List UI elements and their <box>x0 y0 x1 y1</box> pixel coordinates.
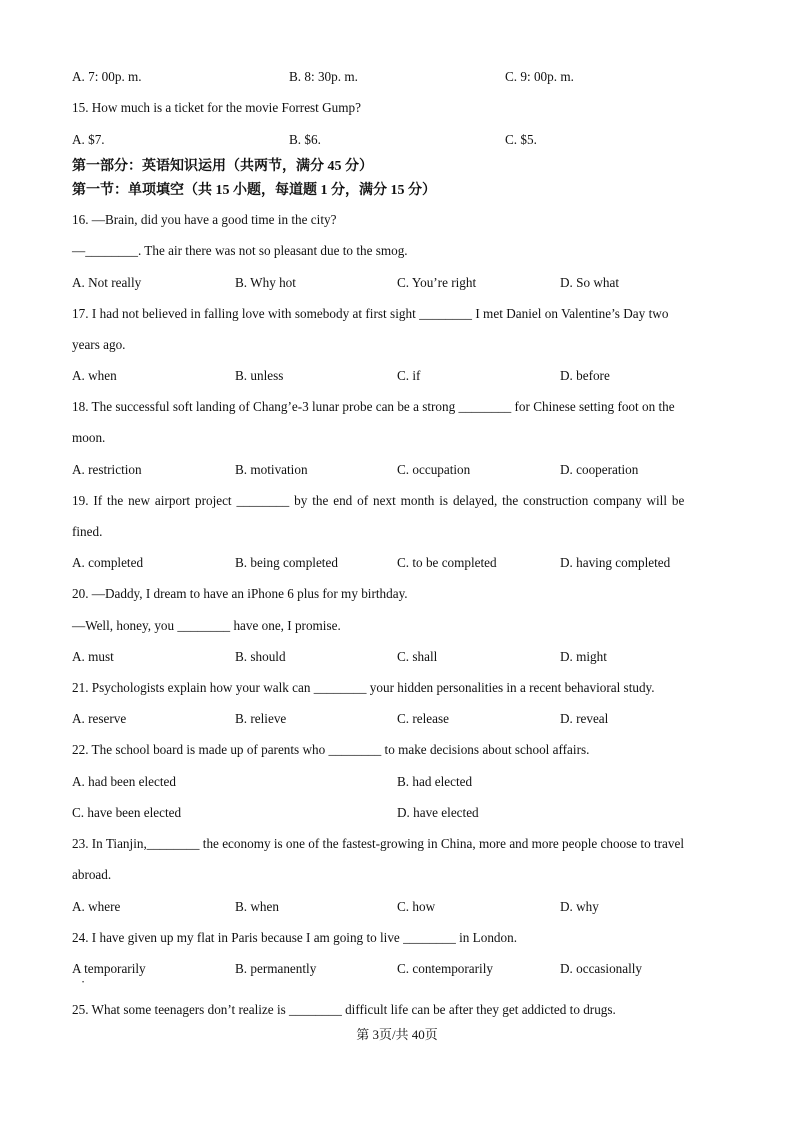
q23-option-b: B. when <box>235 899 279 914</box>
q16-option-b: B. Why hot <box>235 275 296 290</box>
q19-line-2: fined. <box>72 524 103 539</box>
q21-option-c: C. release <box>397 711 449 726</box>
q15-option-c: C. $5. <box>505 132 537 147</box>
q14-option-c: C. 9: 00p. m. <box>505 69 574 84</box>
q15-stem: 15. How much is a ticket for the movie Forrest Gump? <box>72 100 361 115</box>
q20-line-2: —Well, honey, you ________ have one, I promise. <box>72 618 341 633</box>
page-footer: 第 3页/共 40页 <box>356 1027 438 1042</box>
q18-option-c: C. occupation <box>397 462 471 477</box>
q25-line-1: 25. What some teenagers don’t realize is ________ difficult life can be after they get addicted to drugs. <box>72 1002 616 1017</box>
q24-option-d: D. occasionally <box>560 961 643 976</box>
q23-option-d: D. why <box>560 899 599 914</box>
q24-option-a: A temporarily <box>72 961 146 976</box>
q15-option-a: A. $7. <box>72 132 105 147</box>
section-heading: 第一节：单项填空（共 15 小题，每道题 1 分，满分 15 分） <box>72 183 436 198</box>
q24-option-c: C. contemporarily <box>397 961 493 976</box>
q22-option-a: A. had been elected <box>72 774 176 789</box>
q20-line-1: 20. —Daddy, I dream to have an iPhone 6 plus for my birthday. <box>72 586 408 601</box>
q17-option-d: D. before <box>560 368 610 383</box>
q14-option-b: B. 8: 30p. m. <box>289 69 358 84</box>
q18-option-a: A. restriction <box>72 462 142 477</box>
q15-option-b: B. $6. <box>289 132 321 147</box>
q17-line-1: 17. I had not believed in falling love with somebody at first sight ________ I met Daniel on Valentine’s Day two <box>72 306 669 321</box>
q24-option-b: B. permanently <box>235 961 317 976</box>
q16-option-d: D. So what <box>560 275 619 290</box>
q23-line-2: abroad. <box>72 867 112 882</box>
q19-line-1: 19. If the new airport project ________ by the end of next month is delayed, the construction company will be <box>72 493 685 508</box>
q18-option-b: B. motivation <box>235 462 308 477</box>
q22-option-b: B. had elected <box>397 774 473 789</box>
q21-option-b: B. relieve <box>235 711 287 726</box>
q19-option-b: B. being completed <box>235 555 338 570</box>
q21-option-a: A. reserve <box>72 711 127 726</box>
q20-option-b: B. should <box>235 649 286 664</box>
q23-option-a: A. where <box>72 899 121 914</box>
q23-option-c: C. how <box>397 899 436 914</box>
q16-line-1: 16. —Brain, did you have a good time in the city? <box>72 212 337 227</box>
q19-option-c: C. to be completed <box>397 555 497 570</box>
q16-line-2: —________. The air there was not so pleasant due to the smog. <box>72 243 408 258</box>
part-heading: 第一部分：英语知识运用（共两节，满分 45 分） <box>72 159 373 174</box>
q18-line-2: moon. <box>72 430 106 445</box>
q17-option-a: A. when <box>72 368 117 383</box>
q19-option-d: D. having completed <box>560 555 671 570</box>
stray-dot-mark: • <box>82 980 85 986</box>
q16-option-a: A. Not really <box>72 275 142 290</box>
q22-line-1: 22. The school board is made up of parents who ________ to make decisions about school affairs. <box>72 742 590 757</box>
q16-option-c: C. You’re right <box>397 275 477 290</box>
q19-option-a: A. completed <box>72 555 144 570</box>
q20-option-d: D. might <box>560 649 607 664</box>
q18-line-1: 18. The successful soft landing of Chang’e-3 lunar probe can be a strong ________ for Chinese setting foot on the <box>72 399 675 414</box>
q14-option-a: A. 7: 00p. m. <box>72 69 142 84</box>
q17-option-c: C. if <box>397 368 421 383</box>
q21-line-1: 21. Psychologists explain how your walk can ________ your hidden personalities in a recent behavioral study. <box>72 680 655 695</box>
q24-line-1: 24. I have given up my flat in Paris because I am going to live ________ in London. <box>72 930 517 945</box>
q23-line-1: 23. In Tianjin,________ the economy is one of the fastest-growing in China, more and more people choose to travel <box>72 836 685 851</box>
q17-option-b: B. unless <box>235 368 284 383</box>
q18-option-d: D. cooperation <box>560 462 639 477</box>
q22-option-c: C. have been elected <box>72 805 182 820</box>
q20-option-c: C. shall <box>397 649 438 664</box>
q17-line-2: years ago. <box>72 337 126 352</box>
q22-option-d: D. have elected <box>397 805 479 820</box>
q21-option-d: D. reveal <box>560 711 609 726</box>
q20-option-a: A. must <box>72 649 114 664</box>
